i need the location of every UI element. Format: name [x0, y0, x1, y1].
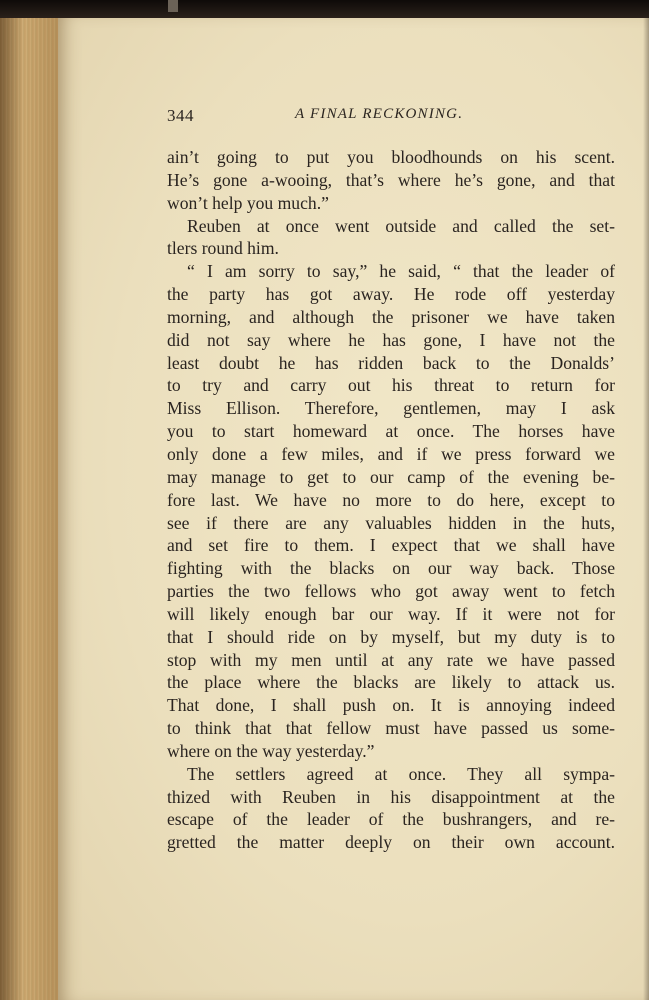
- dark-top-band: [0, 0, 649, 18]
- page-header: [167, 104, 615, 130]
- body-text: [167, 146, 615, 854]
- text-line: tlers round him.: [167, 238, 279, 259]
- text-line: stop with my men until at any rate we have passed: [167, 649, 615, 670]
- page-right-shadow: [643, 18, 649, 1000]
- text-line: did not say where he has gone, I have not the: [167, 329, 615, 350]
- text-line: Miss Ellison. Therefore, gentlemen, may I ask: [167, 398, 615, 419]
- text-line: where on the way yesterday.”: [167, 740, 375, 761]
- book-page-edges: [0, 18, 58, 1000]
- text-line: see if there are any valuables hidden in the huts,: [167, 512, 615, 533]
- text-line: to think that that fellow must have passed us some-: [167, 718, 615, 739]
- text-line: the party has got away. He rode off yesterday: [167, 284, 615, 305]
- text-line: ain’t going to put you bloodhounds on his scent.: [167, 147, 615, 167]
- text-line: He’s gone a-wooing, that’s where he’s gone, and that: [167, 169, 615, 190]
- text-line: “ I am sorry to say,” he said, “ that the leader of: [187, 261, 615, 282]
- text-line: That done, I shall push on. It is annoying indeed: [167, 695, 615, 716]
- text-line: will likely enough bar our way. If it were not for: [167, 603, 615, 624]
- text-line: escape of the leader of the bushrangers, and re-: [167, 809, 615, 830]
- text-line: gretted the matter deeply on their own account.: [167, 832, 615, 853]
- page-tab-mark: [168, 0, 178, 12]
- text-line: morning, and although the prisoner we have taken: [167, 306, 615, 327]
- text-line: won’t help you much.”: [167, 192, 329, 213]
- text-line: parties the two fellows who got away went to fetch: [167, 581, 615, 602]
- running-head: A FINAL RECKONING.: [295, 106, 464, 122]
- text-line: you to start homeward at once. The horses have: [167, 421, 615, 442]
- text-line: that I should ride on by myself, but my duty is to: [167, 626, 615, 647]
- page-number: 344: [167, 106, 194, 125]
- text-line: least doubt he has ridden back to the Donalds’: [167, 352, 615, 373]
- text-line: The settlers agreed at once. They all sympa-: [187, 763, 615, 784]
- text-line: the place where the blacks are likely to attack us.: [167, 672, 615, 693]
- text-line: thized with Reuben in his disappointment at the: [167, 786, 615, 807]
- text-line: and set fire to them. I expect that we shall have: [167, 535, 615, 556]
- text-line: fighting with the blacks on our way back. Those: [167, 558, 615, 579]
- text-line: fore last. We have no more to do here, except to: [167, 489, 615, 510]
- text-line: Reuben at once went outside and called the set-: [187, 215, 615, 236]
- text-line: may manage to get to our camp of the evening be-: [167, 466, 615, 487]
- text-line: to try and carry out his threat to return for: [167, 375, 615, 396]
- text-line: only done a few miles, and if we press forward we: [167, 443, 615, 464]
